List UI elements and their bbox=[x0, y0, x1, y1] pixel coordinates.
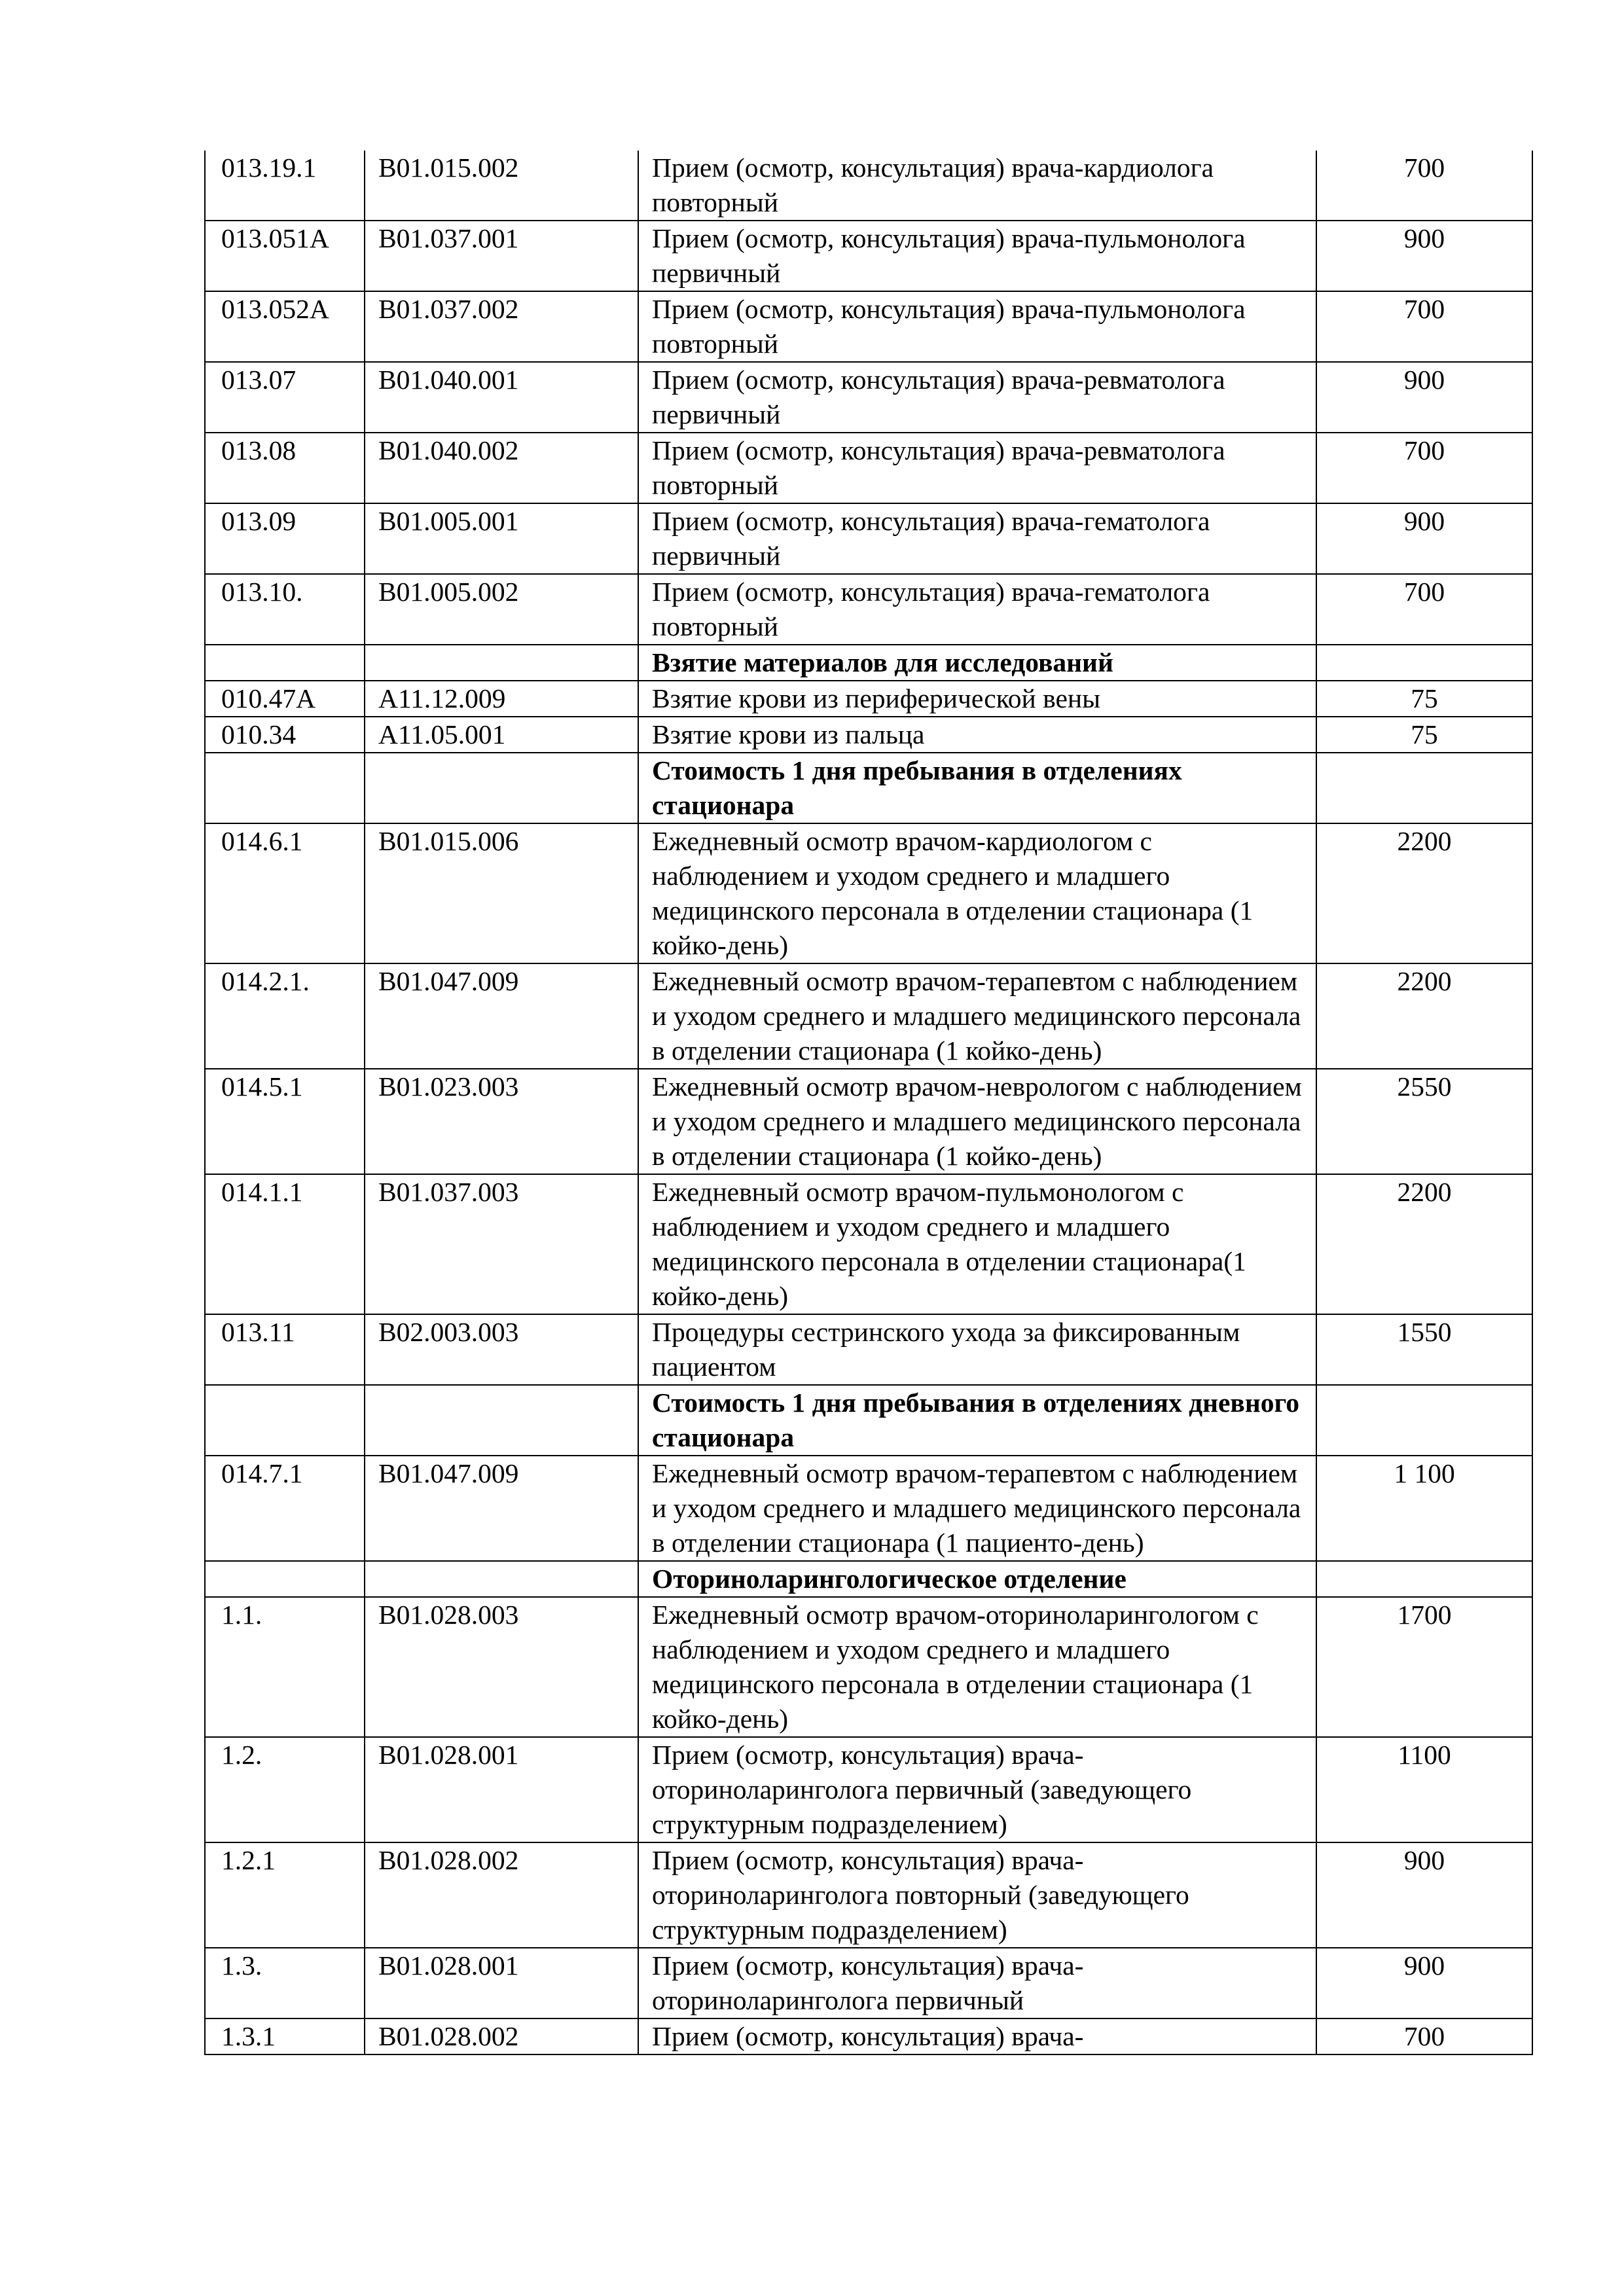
cell-price-empty bbox=[1316, 1385, 1532, 1456]
section-header-row bbox=[205, 1561, 1532, 1597]
cell-code: 013.09 bbox=[205, 503, 365, 574]
table-row bbox=[205, 503, 1532, 574]
cell-service-code: B01.040.002 bbox=[365, 433, 638, 503]
cell-service-code: B01.037.003 bbox=[365, 1174, 638, 1314]
cell-service-name: Ежедневный осмотр врачом-терапевтом с наблюдением и уходом среднего и младшего медицинского персонала в отделении стационара (1 пациенто-день) bbox=[638, 1456, 1316, 1561]
cell-service-name: Прием (осмотр, консультация) врача-ревматолога первичный bbox=[638, 362, 1316, 433]
table-row bbox=[205, 1948, 1532, 2018]
cell-service-name: Прием (осмотр, консультация) врача-оториноларинголога первичный (заведующего структурным подразделением) bbox=[638, 1737, 1316, 1842]
section-title: Взятие материалов для исследований bbox=[638, 645, 1316, 681]
cell-code: 1.2. bbox=[205, 1737, 365, 1842]
cell-code: 010.34 bbox=[205, 717, 365, 753]
cell-service-name: Прием (осмотр, консультация) врача- bbox=[638, 2018, 1316, 2054]
cell-service-code: B01.005.001 bbox=[365, 503, 638, 574]
table-row bbox=[205, 1737, 1532, 1842]
cell-price: 900 bbox=[1316, 1842, 1532, 1948]
cell-price: 1700 bbox=[1316, 1597, 1532, 1737]
cell-price-empty bbox=[1316, 753, 1532, 823]
cell-code-empty bbox=[205, 753, 365, 823]
cell-service-name: Процедуры сестринского ухода за фиксированным пациентом bbox=[638, 1314, 1316, 1385]
cell-price: 700 bbox=[1316, 151, 1532, 221]
cell-service-code: B01.028.002 bbox=[365, 1842, 638, 1948]
cell-price: 1550 bbox=[1316, 1314, 1532, 1385]
cell-price: 2550 bbox=[1316, 1069, 1532, 1174]
table-row bbox=[205, 681, 1532, 717]
cell-code: 014.5.1 bbox=[205, 1069, 365, 1174]
table-row bbox=[205, 717, 1532, 753]
table-row bbox=[205, 1597, 1532, 1737]
section-header-row bbox=[205, 1385, 1532, 1456]
table-row bbox=[205, 1456, 1532, 1561]
table-row bbox=[205, 963, 1532, 1069]
table-row bbox=[205, 291, 1532, 362]
cell-service-name: Прием (осмотр, консультация) врача-пульмонолога первичный bbox=[638, 221, 1316, 291]
cell-service-name: Взятие крови из пальца bbox=[638, 717, 1316, 753]
cell-price: 700 bbox=[1316, 291, 1532, 362]
cell-price: 700 bbox=[1316, 574, 1532, 645]
cell-service-name: Ежедневный осмотр врачом-кардиологом с наблюдением и уходом среднего и младшего медицинского персонала в отделении стационара (1 койко-день) bbox=[638, 823, 1316, 963]
cell-code: 014.1.1 bbox=[205, 1174, 365, 1314]
cell-price: 2200 bbox=[1316, 963, 1532, 1069]
section-header-row bbox=[205, 645, 1532, 681]
cell-service-code: B01.028.001 bbox=[365, 1737, 638, 1842]
cell-service-name: Взятие крови из периферической вены bbox=[638, 681, 1316, 717]
cell-service-name: Ежедневный осмотр врачом-пульмонологом с наблюдением и уходом среднего и младшего медицинского персонала в отделении стационара(1 койко-день) bbox=[638, 1174, 1316, 1314]
cell-service-name: Прием (осмотр, консультация) врача-гематолога первичный bbox=[638, 503, 1316, 574]
table-row bbox=[205, 221, 1532, 291]
cell-code: 014.7.1 bbox=[205, 1456, 365, 1561]
table-row bbox=[205, 433, 1532, 503]
cell-price: 900 bbox=[1316, 362, 1532, 433]
cell-price: 75 bbox=[1316, 717, 1532, 753]
section-title: Оториноларингологическое отделение bbox=[638, 1561, 1316, 1597]
cell-code: 013.10. bbox=[205, 574, 365, 645]
cell-service-name: Прием (осмотр, консультация) врача-оториноларинголога первичный bbox=[638, 1948, 1316, 2018]
cell-code: 013.19.1 bbox=[205, 151, 365, 221]
cell-service-code: B02.003.003 bbox=[365, 1314, 638, 1385]
cell-code: 1.1. bbox=[205, 1597, 365, 1737]
cell-service-code-empty bbox=[365, 1385, 638, 1456]
cell-service-code: B01.023.003 bbox=[365, 1069, 638, 1174]
price-list-table bbox=[204, 151, 1533, 2055]
cell-price: 75 bbox=[1316, 681, 1532, 717]
cell-service-name: Ежедневный осмотр врачом-неврологом с наблюдением и уходом среднего и младшего медицинского персонала в отделении стационара (1 койко-день) bbox=[638, 1069, 1316, 1174]
cell-code: 1.3. bbox=[205, 1948, 365, 2018]
table-row bbox=[205, 574, 1532, 645]
cell-service-code: B01.028.003 bbox=[365, 1597, 638, 1737]
cell-service-code: B01.015.002 bbox=[365, 151, 638, 221]
cell-service-code-empty bbox=[365, 645, 638, 681]
cell-service-name: Прием (осмотр, консультация) врача-гематолога повторный bbox=[638, 574, 1316, 645]
cell-price: 700 bbox=[1316, 433, 1532, 503]
cell-code: 014.6.1 bbox=[205, 823, 365, 963]
cell-service-name: Прием (осмотр, консультация) врача-кардиолога повторный bbox=[638, 151, 1316, 221]
cell-service-name: Прием (осмотр, консультация) врача-пульмонолога повторный bbox=[638, 291, 1316, 362]
cell-code-empty bbox=[205, 1385, 365, 1456]
cell-code: 014.2.1. bbox=[205, 963, 365, 1069]
cell-service-code: B01.037.002 bbox=[365, 291, 638, 362]
cell-code: 010.47А bbox=[205, 681, 365, 717]
cell-price: 700 bbox=[1316, 2018, 1532, 2054]
table-row bbox=[205, 151, 1532, 221]
cell-service-code: B01.028.001 bbox=[365, 1948, 638, 2018]
cell-service-code: B01.047.009 bbox=[365, 963, 638, 1069]
cell-service-code-empty bbox=[365, 1561, 638, 1597]
cell-code-empty bbox=[205, 645, 365, 681]
table-row bbox=[205, 1314, 1532, 1385]
cell-service-name: Прием (осмотр, консультация) врача-оториноларинголога повторный (заведующего структурным подразделением) bbox=[638, 1842, 1316, 1948]
cell-service-code: B01.037.001 bbox=[365, 221, 638, 291]
cell-code: 1.2.1 bbox=[205, 1842, 365, 1948]
price-list-page bbox=[204, 151, 1532, 2055]
table-row bbox=[205, 2018, 1532, 2054]
cell-service-code: A11.12.009 bbox=[365, 681, 638, 717]
cell-service-code: B01.028.002 bbox=[365, 2018, 638, 2054]
cell-price-empty bbox=[1316, 645, 1532, 681]
table-row bbox=[205, 823, 1532, 963]
cell-price-empty bbox=[1316, 1561, 1532, 1597]
cell-code: 013.07 bbox=[205, 362, 365, 433]
cell-service-code: A11.05.001 bbox=[365, 717, 638, 753]
cell-price: 1100 bbox=[1316, 1737, 1532, 1842]
cell-price: 900 bbox=[1316, 221, 1532, 291]
table-row bbox=[205, 362, 1532, 433]
cell-service-code-empty bbox=[365, 753, 638, 823]
cell-service-name: Ежедневный осмотр врачом-оториноларингологом с наблюдением и уходом среднего и младшего медицинского персонала в отделении стационара (1 койко-день) bbox=[638, 1597, 1316, 1737]
cell-code: 013.052А bbox=[205, 291, 365, 362]
section-title: Стоимость 1 дня пребывания в отделениях стационара bbox=[638, 753, 1316, 823]
cell-code: 013.051А bbox=[205, 221, 365, 291]
cell-service-code: B01.047.009 bbox=[365, 1456, 638, 1561]
section-title: Стоимость 1 дня пребывания в отделениях дневного стационара bbox=[638, 1385, 1316, 1456]
cell-code-empty bbox=[205, 1561, 365, 1597]
table-row bbox=[205, 1069, 1532, 1174]
cell-service-code: B01.005.002 bbox=[365, 574, 638, 645]
cell-price: 2200 bbox=[1316, 1174, 1532, 1314]
cell-price: 900 bbox=[1316, 1948, 1532, 2018]
cell-code: 013.08 bbox=[205, 433, 365, 503]
cell-price: 900 bbox=[1316, 503, 1532, 574]
cell-price: 2200 bbox=[1316, 823, 1532, 963]
cell-service-name: Прием (осмотр, консультация) врача-ревматолога повторный bbox=[638, 433, 1316, 503]
table-row bbox=[205, 1842, 1532, 1948]
cell-code: 013.11 bbox=[205, 1314, 365, 1385]
cell-code: 1.3.1 bbox=[205, 2018, 365, 2054]
cell-service-code: B01.040.001 bbox=[365, 362, 638, 433]
price-list-body bbox=[205, 151, 1532, 2054]
section-header-row bbox=[205, 753, 1532, 823]
table-row bbox=[205, 1174, 1532, 1314]
cell-price: 1 100 bbox=[1316, 1456, 1532, 1561]
cell-service-name: Ежедневный осмотр врачом-терапевтом с наблюдением и уходом среднего и младшего медицинского персонала в отделении стационара (1 койко-день) bbox=[638, 963, 1316, 1069]
cell-service-code: B01.015.006 bbox=[365, 823, 638, 963]
